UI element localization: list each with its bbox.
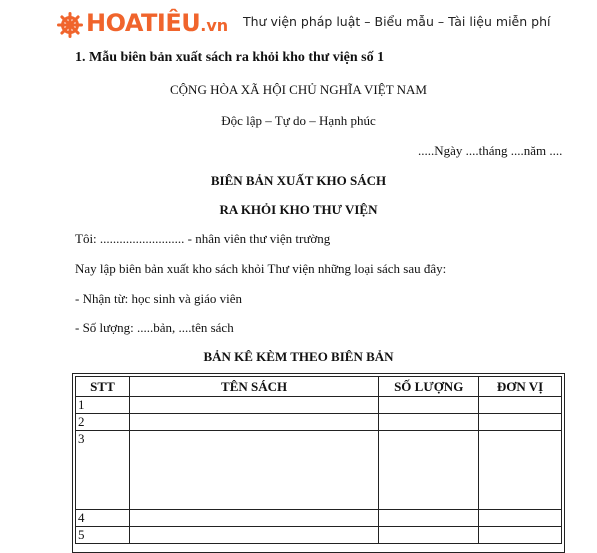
quantity-cell xyxy=(379,510,479,527)
site-header xyxy=(0,0,597,44)
books-table xyxy=(75,376,562,544)
section-title: 1. Mẫu biên bản xuất sách ra khỏi kho thư viện số 1 xyxy=(75,50,385,65)
table-title: BẢN KÊ KÈM THEO BIÊN BẢN xyxy=(203,349,394,364)
col-header-quantity: SỐ LƯỢNG xyxy=(379,377,479,397)
quantity-cell xyxy=(379,431,479,510)
unit-cell xyxy=(479,527,562,544)
book-name-cell xyxy=(129,527,378,544)
col-header-unit: ĐƠN VỊ xyxy=(479,377,562,397)
table-row xyxy=(76,510,562,527)
col-header-book-name: TÊN SÁCH xyxy=(129,377,378,397)
unit-cell xyxy=(479,397,562,414)
quantity-cell xyxy=(379,527,479,544)
logo-text xyxy=(86,10,228,39)
table-row xyxy=(76,414,562,431)
document-title-line2: RA KHỎI KHO THƯ VIỆN xyxy=(219,202,378,217)
table-row xyxy=(76,527,562,544)
site-tagline: Thư viện pháp luật – Biểu mẫu – Tài liệu miễn phí xyxy=(243,14,551,29)
book-name-cell xyxy=(129,397,378,414)
quantity-line: - Số lượng: .....bản, ....tên sách xyxy=(75,320,234,335)
col-header-stt: STT xyxy=(76,377,130,397)
nation-header: CỘNG HÒA XÃ HỘI CHỦ NGHĨA VIỆT NAM xyxy=(170,82,427,97)
row-number: 2 xyxy=(76,414,130,431)
row-number: 5 xyxy=(76,527,130,544)
unit-cell xyxy=(479,414,562,431)
received-from: - Nhận từ: học sinh và giáo viên xyxy=(75,291,242,306)
unit-cell xyxy=(479,431,562,510)
logo-main: HOATIÊU xyxy=(86,9,201,37)
table-row xyxy=(76,431,562,510)
row-number: 4 xyxy=(76,510,130,527)
logo-suffix: .vn xyxy=(200,16,229,35)
row-number: 3 xyxy=(76,431,130,510)
table-row xyxy=(76,397,562,414)
book-name-cell xyxy=(129,431,378,510)
document-title-line1: BIÊN BẢN XUẤT KHO SÁCH xyxy=(210,173,387,188)
staff-line: Tôi: .......................... - nhân viên thư viện trường xyxy=(75,231,331,246)
row-number: 1 xyxy=(76,397,130,414)
site-logo[interactable] xyxy=(57,10,228,39)
date-line: .....Ngày ....tháng ....năm .... xyxy=(418,143,563,158)
motto: Độc lập – Tự do – Hạnh phúc xyxy=(221,113,376,128)
ship-wheel-icon xyxy=(57,12,83,38)
quantity-cell xyxy=(379,397,479,414)
intro-text: Nay lập biên bản xuất kho sách khỏi Thư viện những loại sách sau đây: xyxy=(75,261,447,276)
unit-cell xyxy=(479,510,562,527)
quantity-cell xyxy=(379,414,479,431)
book-name-cell xyxy=(129,414,378,431)
table-header-row xyxy=(76,377,562,397)
book-name-cell xyxy=(129,510,378,527)
